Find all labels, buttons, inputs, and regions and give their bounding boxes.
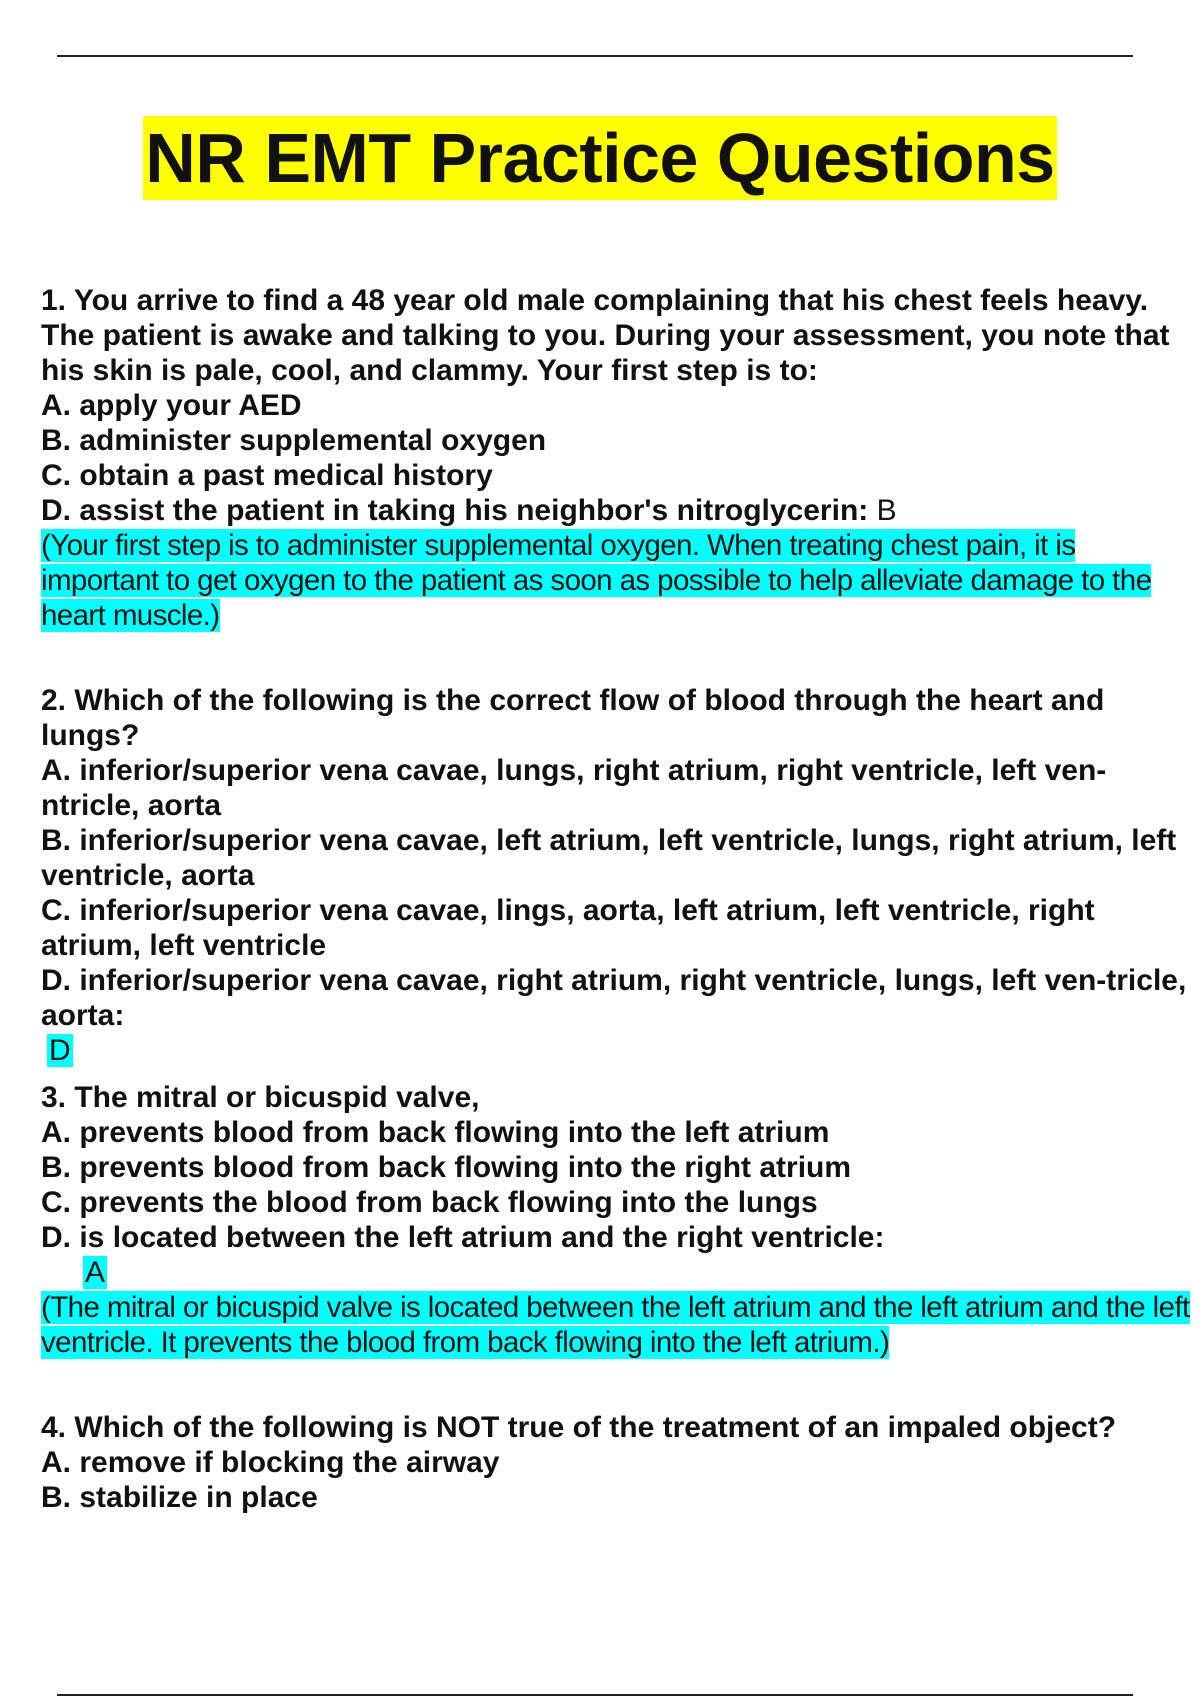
option-b: B. administer supplemental oxygen [41,424,547,457]
top-rule [57,55,1133,57]
option-d: D. is located between the left atrium and the right ventricle: [41,1221,885,1254]
question-4 [41,1410,1193,1515]
question-3 [41,1080,1193,1360]
question-stem: 4. Which of the following is NOT true of the treatment of an impaled object? [41,1411,1117,1444]
question-stem: 3. The mitral or bicuspid valve, [41,1081,480,1114]
question-stem: 1. You arrive to find a 48 year old male complaining that his chest feels heavy. The patient is awake and talking to you. During your assessment, you note that his skin is pale, cool, and clammy. Your first step is to: [41,284,1170,387]
option-a: A. apply your AED [41,389,302,422]
option-c: C. inferior/superior vena cavae, lings, aorta, left atrium, left ventricle, right atrium, left ventricle [41,894,1095,962]
option-b: B. stabilize in place [41,1481,318,1514]
answer: D [49,1034,71,1067]
option-a: A. prevents blood from back flowing into the left atrium [41,1116,830,1149]
answer-line [41,1255,1193,1290]
option-d [41,493,1193,528]
explanation [41,528,1193,633]
option-a: A. inferior/superior vena cavae, lungs, right atrium, right ventricle, left ven-ntricle, aorta [41,754,1107,822]
page-title: NR EMT Practice Questions [143,116,1056,200]
option-c: C. obtain a past medical history [41,459,493,492]
question-list [41,283,1193,1515]
option-d: D. inferior/superior vena cavae, right atrium, right ventricle, lungs, left ven-tricle, aorta: [41,964,1187,1032]
explanation-text: (The mitral or bicuspid valve is located between the left atrium and the left atrium and the left ventricle. It prevents the blood from back flowing into the left atrium.) [41,1291,1190,1359]
option-d-text: D. assist the patient in taking his neighbor's nitroglycerin: [41,494,869,527]
question-1 [41,283,1193,633]
answer-line [41,1033,1193,1068]
explanation [41,1290,1193,1360]
answer: A [85,1256,106,1289]
answer: B [876,494,897,527]
bottom-rule [57,1694,1133,1696]
option-c: C. prevents the blood from back flowing into the lungs [41,1186,818,1219]
title-container [0,116,1200,200]
explanation-text: (Your first step is to administer supplemental oxygen. When treating chest pain, it is important to get oxygen to the patient as soon as possible to help alleviate damage to the heart muscle.) [41,529,1152,632]
option-a: A. remove if blocking the airway [41,1446,500,1479]
question-stem: 2. Which of the following is the correct flow of blood through the heart and lungs? [41,684,1105,752]
question-2 [41,683,1193,1068]
option-b: B. prevents blood from back flowing into the right atrium [41,1151,852,1184]
option-b: B. inferior/superior vena cavae, left atrium, left ventricle, lungs, right atrium, left ventricle, aorta [41,824,1177,892]
